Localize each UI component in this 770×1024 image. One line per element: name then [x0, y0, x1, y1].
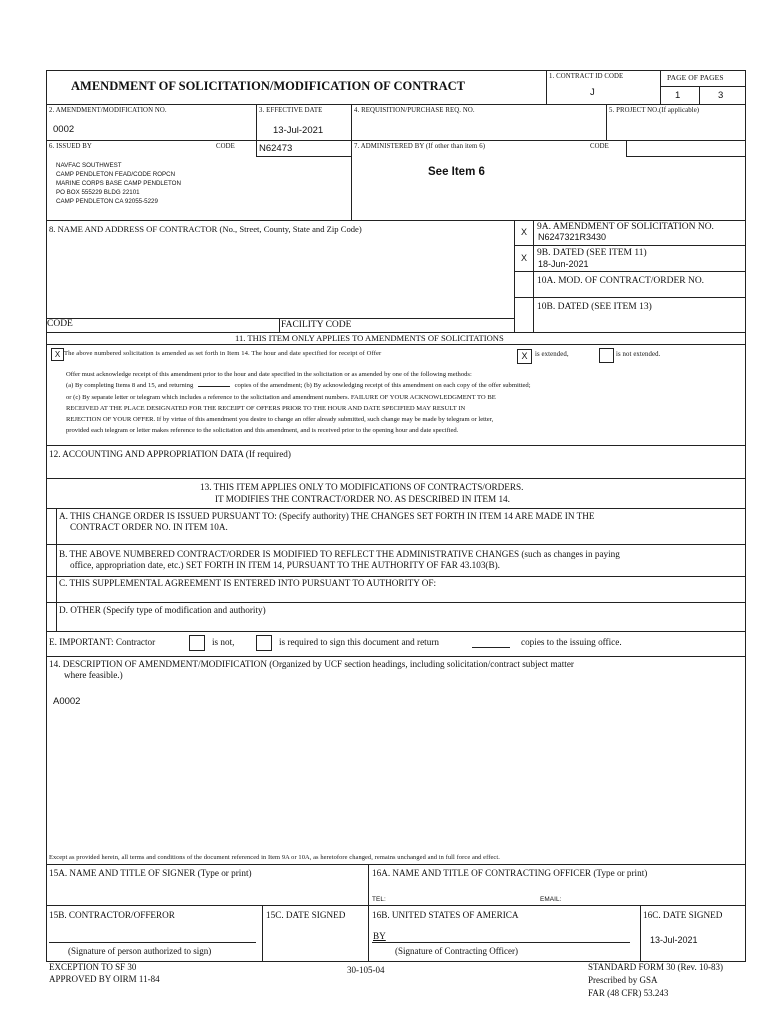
address-line: PO BOX 555229 BLDG 22101 — [56, 189, 140, 196]
accounting-data-label: 12. ACCOUNTING AND APPROPRIATION DATA (If required) — [49, 449, 291, 459]
is-not-checkbox[interactable] — [189, 635, 205, 651]
contractor-signature-line[interactable] — [49, 942, 256, 943]
signer-name-label: 15A. NAME AND TITLE OF SIGNER (Type or print) — [49, 868, 252, 878]
is-not-text: is not, — [212, 637, 235, 647]
paragraph-line: RECEIVED AT THE PLACE DESIGNATED FOR THE RECEIPT OF OFFERS PRIOR TO THE HOUR AND DATE SPECIFIED MAY RESULT IN — [66, 404, 466, 412]
officer-signature-line[interactable] — [372, 942, 630, 943]
address-line: CAMP PENDLETON FEAD/CODE ROPCN — [56, 171, 176, 178]
item-13c-line: C. THIS SUPPLEMENTAL AGREEMENT IS ENTERED INTO PURSUANT TO AUTHORITY OF: — [59, 578, 437, 588]
item-10a-label: 10A. MOD. OF CONTRACT/ORDER NO. — [537, 276, 705, 286]
usa-label: 16B. UNITED STATES OF AMERICA — [372, 910, 519, 920]
item-9a-label: 9A. AMENDMENT OF SOLICITATION NO. — [537, 222, 714, 232]
prescribed-text: Prescribed by GSA — [588, 975, 658, 985]
project-no-label: 5. PROJECT NO.(If applicable) — [609, 107, 700, 114]
item-13a-line1: A. THIS CHANGE ORDER IS ISSUED PURSUANT TO: (Specify authority) THE CHANGES SET FORTH IN ITEM 14 ARE MADE IN THE — [59, 511, 595, 521]
item-13-subheading: IT MODIFIES THE CONTRACT/ORDER NO. AS DESCRIBED IN ITEM 14. — [215, 494, 510, 504]
amended-text: The above numbered solicitation is amended as set forth in Item 14. The hour and date specified for receipt of Offer — [64, 350, 382, 357]
item-13a-line2: CONTRACT ORDER NO. IN ITEM 10A. — [70, 522, 228, 532]
copies-blank[interactable] — [198, 386, 230, 387]
officer-date-signed-value: 13-Jul-2021 — [650, 935, 698, 945]
effective-date-label: 3. EFFECTIVE DATE — [259, 107, 323, 114]
address-line: MARINE CORPS BASE CAMP PENDLETON — [56, 180, 181, 187]
contractor-address-label: 8. NAME AND ADDRESS OF CONTRACTOR (No., Street, County, State and Zip Code) — [49, 224, 362, 234]
item-13b-line1: B. THE ABOVE NUMBERED CONTRACT/ORDER IS MODIFIED TO REFLECT THE ADMINISTRATIVE CHANGES (such as changes in paying — [59, 549, 620, 559]
paragraph-line: Offer must acknowledge receipt of this amendment prior to the hour and date specified in the solicitation or as amended by one of the following methods: — [66, 371, 472, 378]
acknowledgment-paragraph — [66, 369, 531, 437]
administered-by-label: 7. ADMINISTERED BY (If other than item 6) — [354, 143, 486, 150]
copies-count-blank[interactable] — [472, 647, 510, 648]
paragraph-line: provided each telegram or letter makes reference to the solicitation and this amendment, and is received prior to the opening hour and date specified. — [66, 427, 459, 435]
address-line: CAMP PENDLETON CA 92055-5229 — [56, 198, 158, 205]
terms-footer-text: Except as provided herein, all terms and conditions of the document referenced in Item 9A or 10A, as heretofore changed, remains unchanged and in full force and effect. — [49, 854, 500, 861]
by-label: BY — [373, 931, 386, 941]
tel-label: TEL: — [372, 896, 386, 903]
amendment-no-value: 0002 — [53, 124, 75, 135]
address-line: NAVFAC SOUTHWEST — [56, 162, 122, 169]
is-required-text: is required to sign this document and return — [279, 637, 439, 647]
item-13d-line: D. OTHER (Specify type of modification and authority) — [59, 605, 266, 615]
contracting-officer-label: 16A. NAME AND TITLE OF CONTRACTING OFFICER (Type or print) — [372, 868, 648, 878]
issued-by-address — [56, 161, 181, 206]
description-label-line2: where feasible.) — [64, 670, 123, 680]
administered-code-label: CODE — [590, 143, 609, 150]
item-9b-checkmark[interactable]: X — [520, 253, 527, 263]
approved-text: APPROVED BY OIRM 11-84 — [49, 974, 160, 984]
officer-date-signed-label: 16C. DATE SIGNED — [643, 910, 723, 920]
contractor-code-label: CODE — [47, 319, 73, 329]
item-9b-value: 18-Jun-2021 — [538, 259, 589, 269]
item-10b-label: 10B. DATED (SEE ITEM 13) — [537, 302, 652, 312]
paragraph-text: (a) By completing Items 8 and 15, and returning — [66, 382, 194, 390]
extended-text: is extended, — [535, 351, 569, 358]
item-13-heading: 13. THIS ITEM APPLIES ONLY TO MODIFICATIONS OF CONTRACTS/ORDERS. — [200, 482, 524, 492]
description-label: 14. DESCRIPTION OF AMENDMENT/MODIFICATION (Organized by UCF section headings, including solicitation/contract subject matter — [49, 659, 574, 669]
not-extended-text: is not extended. — [616, 351, 661, 358]
issued-code-value: N62473 — [259, 143, 293, 154]
contractor-offeror-label: 15B. CONTRACTOR/OFFEROR — [49, 910, 175, 920]
item-9b-label: 9B. DATED (SEE ITEM 11) — [537, 248, 647, 258]
contractor-signature-caption: (Signature of person authorized to sign) — [68, 946, 212, 956]
copies-text: copies to the issuing office. — [521, 637, 622, 647]
contract-id-value: J — [590, 87, 595, 98]
page-number: 1 — [675, 90, 681, 101]
is-required-checkbox[interactable] — [256, 635, 272, 651]
requisition-label: 4. REQUISITION/PURCHASE REQ. NO. — [354, 107, 475, 114]
issued-code-label: CODE — [216, 143, 235, 150]
total-pages: 3 — [718, 90, 724, 101]
paragraph-text: copies of the amendment; (b) By acknowledging receipt of this amendment on each copy of the offer submitted; — [234, 382, 531, 390]
paragraph-line: or (c) By separate letter or telegram which includes a reference to the solicitation and amendment numbers. FAILURE OF YOUR ACKNOWLEDGMENT TO BE — [66, 393, 496, 401]
not-extended-checkbox[interactable] — [599, 348, 614, 363]
contractor-date-signed-label: 15C. DATE SIGNED — [266, 910, 346, 920]
amendment-no-label: 2. AMENDMENT/MODIFICATION NO. — [49, 107, 167, 114]
important-label: E. IMPORTANT: Contractor — [49, 637, 156, 647]
item-13b-line2: office, appropriation date, etc.) SET FORTH IN ITEM 14, PURSUANT TO THE AUTHORITY OF FAR 43.103(B). — [70, 560, 500, 570]
description-content: A0002 — [53, 696, 81, 707]
form-number: 30-105-04 — [347, 965, 385, 975]
page-of-pages-label: PAGE OF PAGES — [667, 73, 724, 82]
email-label: EMAIL: — [540, 896, 562, 903]
contract-id-label: 1. CONTRACT ID CODE — [549, 73, 624, 80]
standard-form-text: STANDARD FORM 30 (Rev. 10-83) — [588, 962, 723, 972]
item-11-heading: 11. THIS ITEM ONLY APPLIES TO AMENDMENTS OF SOLICITATIONS — [235, 333, 504, 343]
exception-text: EXCEPTION TO SF 30 — [49, 962, 137, 972]
facility-code-label: FACILITY CODE — [281, 320, 352, 330]
issued-by-label: 6. ISSUED BY — [49, 143, 92, 150]
effective-date-value: 13-Jul-2021 — [273, 125, 324, 136]
extended-checkbox[interactable]: X — [517, 349, 532, 364]
form-title: AMENDMENT OF SOLICITATION/MODIFICATION OF CONTRACT — [71, 79, 466, 93]
amended-checkbox[interactable]: X — [51, 348, 64, 361]
officer-signature-caption: (Signature of Contracting Officer) — [395, 946, 519, 956]
far-text: FAR (48 CFR) 53.243 — [588, 988, 669, 998]
paragraph-line: REJECTION OF YOUR OFFER. If by virtue of this amendment you desire to change an offer already submitted, such change may be made by telegram or letter, — [66, 416, 494, 424]
paragraph-line-returning — [66, 380, 531, 391]
item-9a-value: N6247321R3430 — [538, 232, 607, 242]
administered-by-value: See Item 6 — [428, 166, 485, 178]
item-9a-checkmark[interactable]: X — [520, 227, 527, 237]
